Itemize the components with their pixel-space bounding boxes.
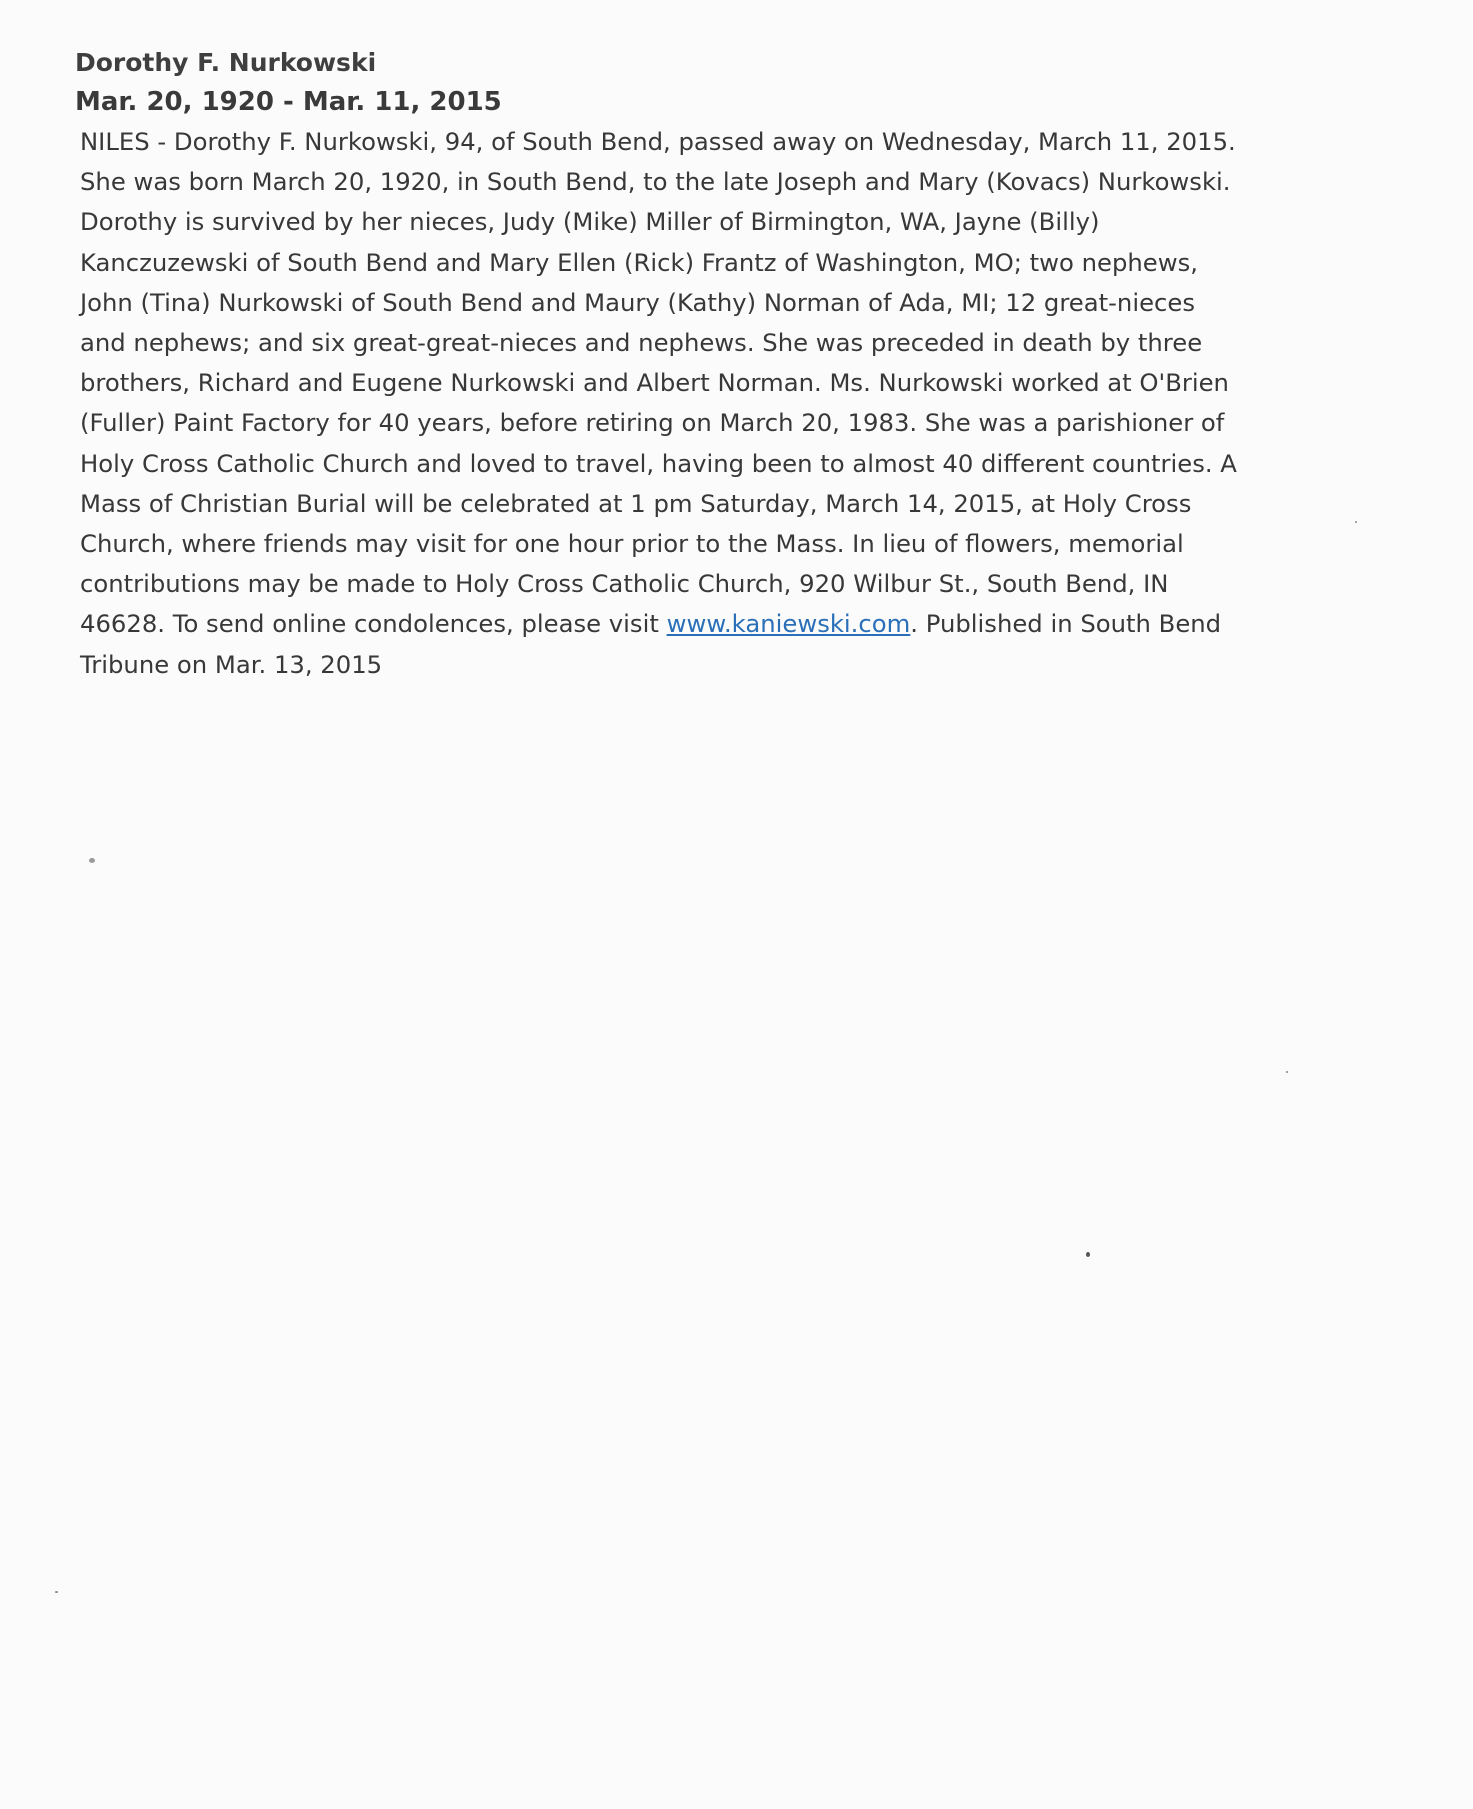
line-text-after-link: . Published in South Bend <box>910 609 1222 639</box>
obituary-body <box>75 122 1395 685</box>
obituary-line: brothers, Richard and Eugene Nurkowski and Albert Norman. Ms. Nurkowski worked at O'Brien <box>80 368 1229 398</box>
scan-speck <box>1286 1071 1288 1073</box>
line-text-before-link: 46628. To send online condolences, please visit <box>80 609 667 639</box>
obituary-line: Mass of Christian Burial will be celebrated at 1 pm Saturday, March 14, 2015, at Holy Cross <box>80 488 1192 518</box>
obituary-line: Church, where friends may visit for one hour prior to the Mass. In lieu of flowers, memorial <box>80 529 1184 559</box>
obituary-line: NILES - Dorothy F. Nurkowski, 94, of South Bend, passed away on Wednesday, March 11, 2015. <box>80 127 1236 156</box>
obituary-line: Holy Cross Catholic Church and loved to travel, having been to almost 40 different countries. A <box>80 448 1237 478</box>
scan-speck <box>1355 521 1357 523</box>
obituary-last-line: Tribune on Mar. 13, 2015 <box>80 649 383 679</box>
obituary-line: contributions may be made to Holy Cross Catholic Church, 920 Wilbur St., South Bend, IN <box>80 569 1169 599</box>
obituary-dates: Mar. 20, 1920 - Mar. 11, 2015 <box>75 87 502 117</box>
scan-speck <box>1086 1252 1090 1257</box>
obituary-line: and nephews; and six great-great-nieces and nephews. She was preceded in death by three <box>80 328 1203 358</box>
scan-speck <box>55 1591 58 1593</box>
obituary-line-with-link <box>75 604 1395 644</box>
obituary-line: Dorothy is survived by her nieces, Judy (Mike) Miller of Birmington, WA, Jayne (Billy) <box>80 207 1100 237</box>
funeral-home-link[interactable]: www.kaniewski.com <box>666 609 911 639</box>
obituary-line: Kanczuzewski of South Bend and Mary Ellen (Rick) Frantz of Washington, MO; two nephews, <box>80 247 1198 277</box>
obituary-line: (Fuller) Paint Factory for 40 years, before retiring on March 20, 1983. She was a parishioner of <box>80 408 1225 438</box>
scan-speck <box>89 858 95 863</box>
obituary <box>75 44 1395 685</box>
obituary-line: She was born March 20, 1920, in South Bend, to the late Joseph and Mary (Kovacs) Nurkowski. <box>80 167 1231 197</box>
obituary-name: Dorothy F. Nurkowski <box>75 48 377 77</box>
obituary-line: John (Tina) Nurkowski of South Bend and Maury (Kathy) Norman of Ada, MI; 12 great-nieces <box>80 287 1195 317</box>
